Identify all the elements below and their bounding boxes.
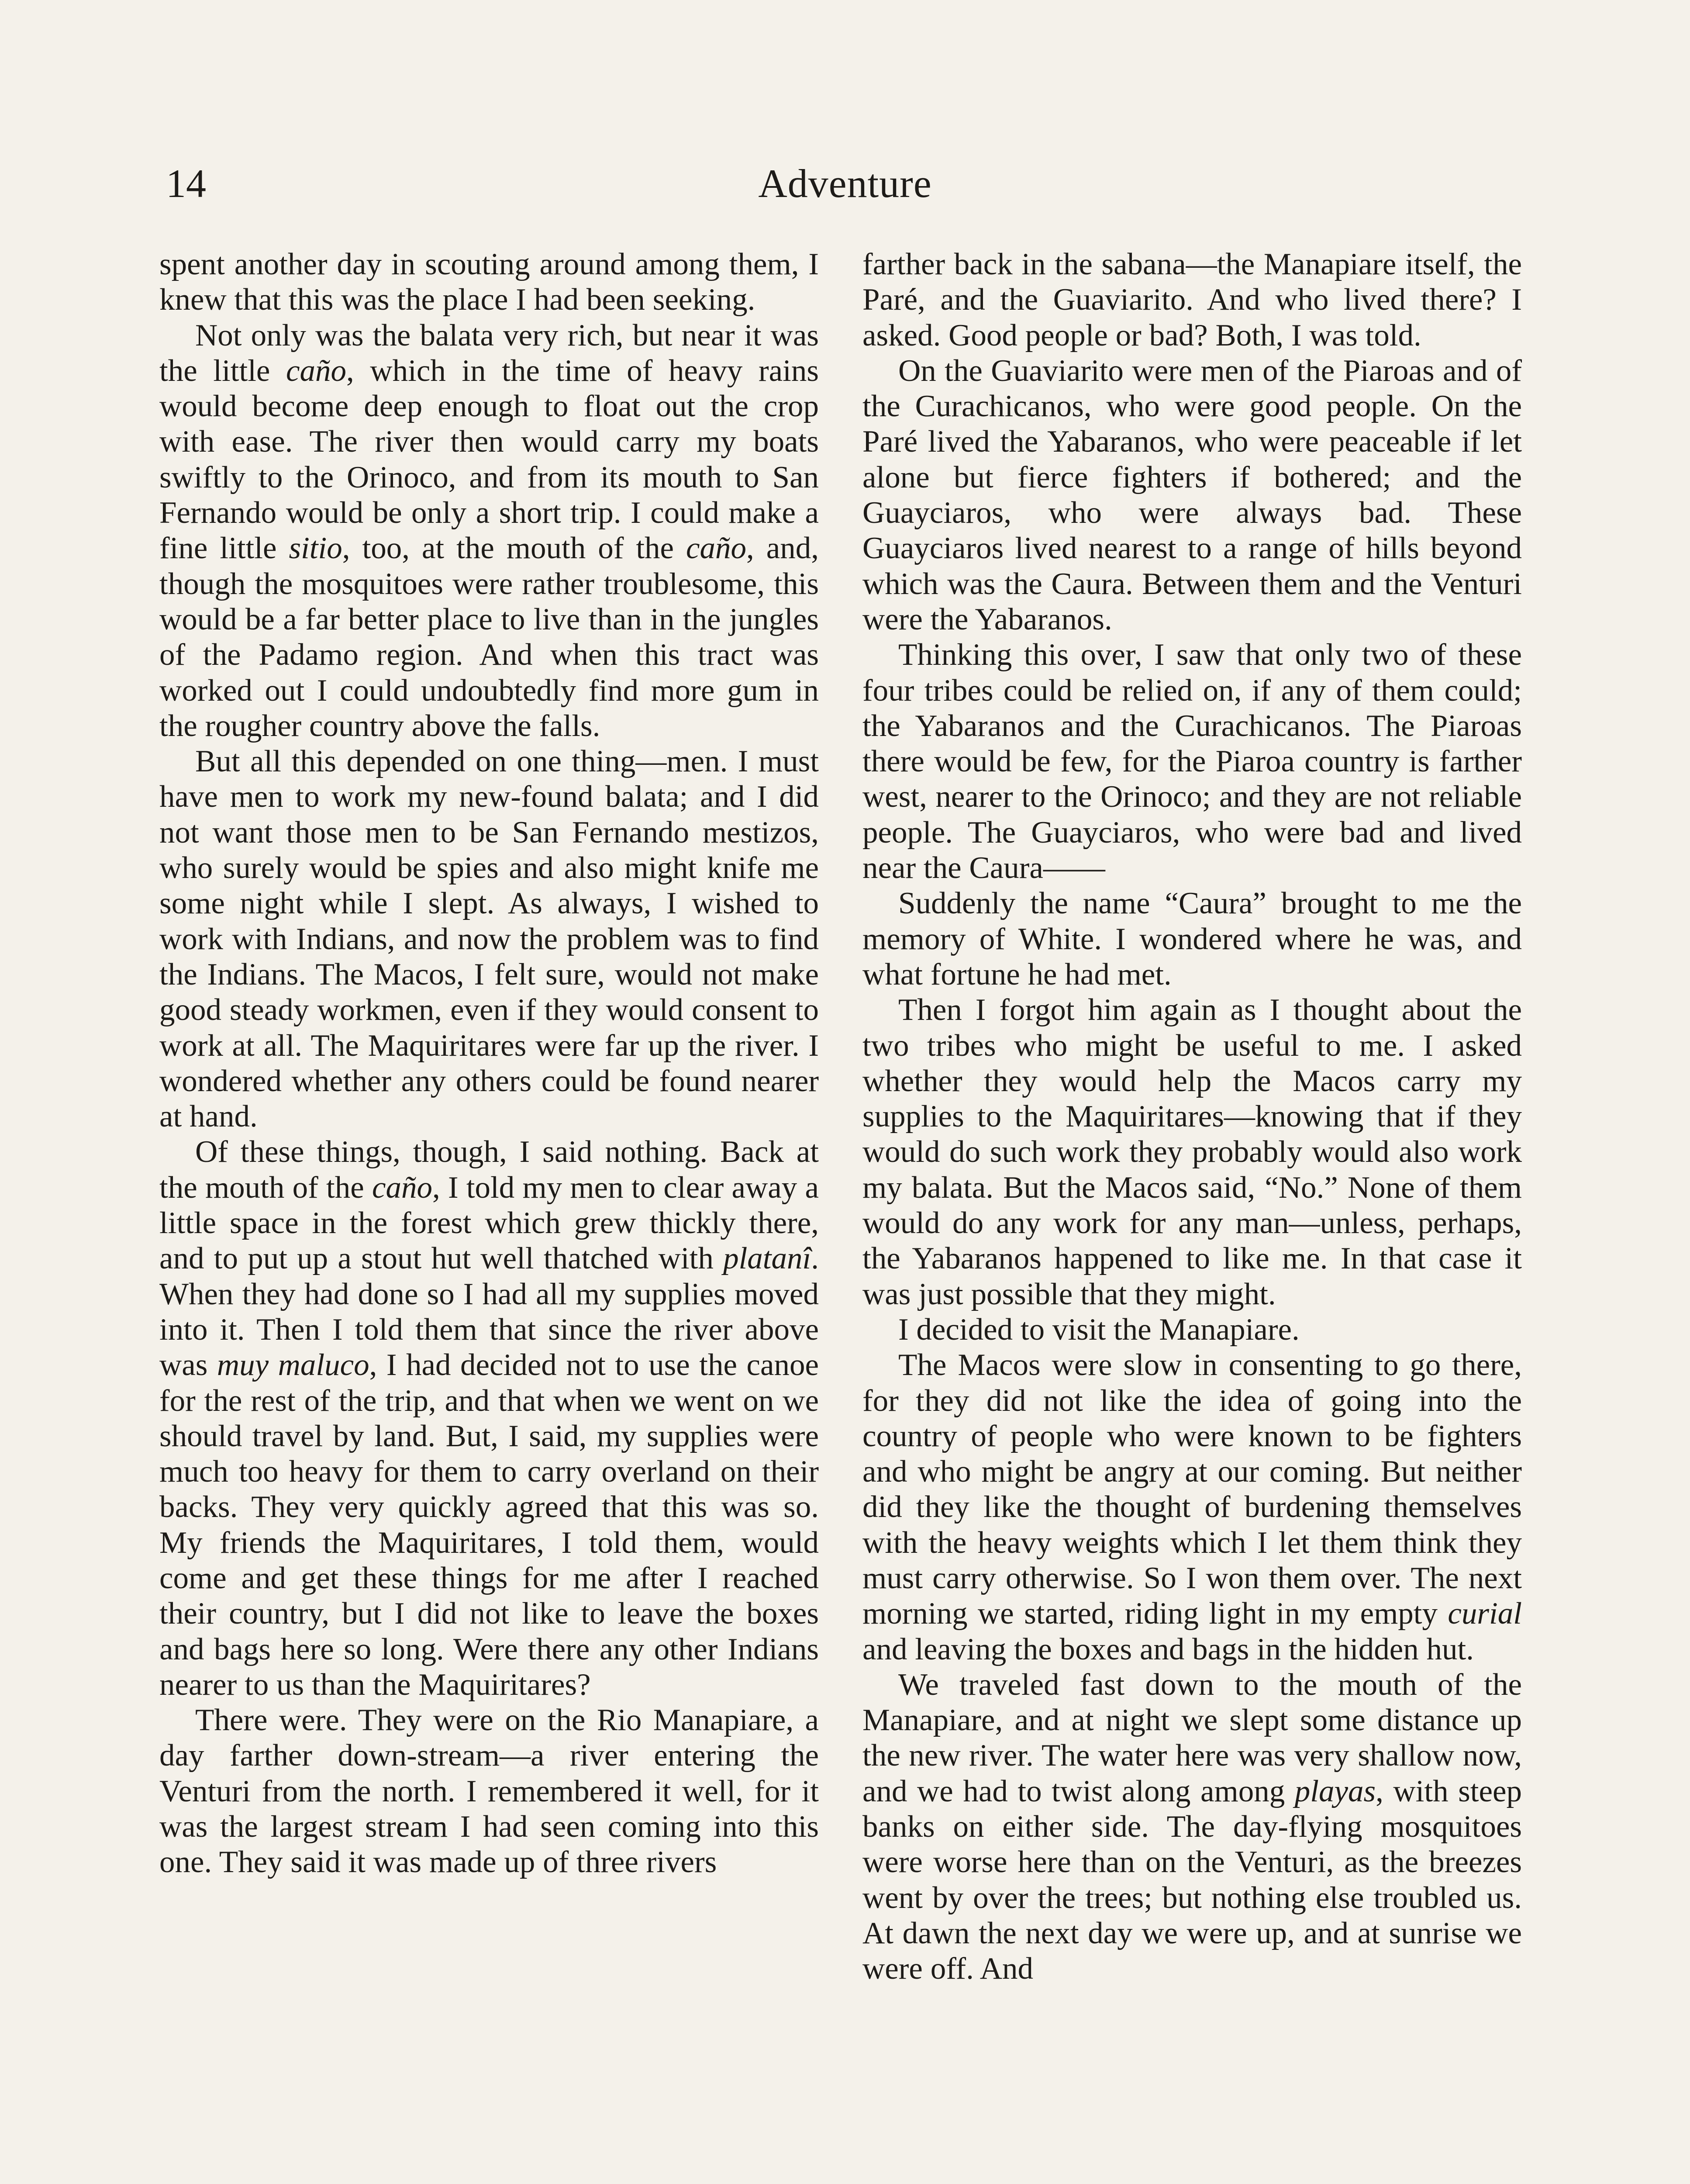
- paragraph-text: , which in the time of heavy rains would become deep enough to float out the crop with ease. The river then would carry my boats swiftly to the Orinoco, and from its mouth to San Fernando would be only a short trip. I could make a fine little: [159, 353, 819, 566]
- paragraph: [862, 1667, 1522, 1987]
- paragraph-text: and leaving the boxes and bags in the hidden hut.: [862, 1632, 1474, 1666]
- paragraph: [159, 318, 819, 744]
- right-column: [862, 247, 1522, 1987]
- paragraph-text: Suddenly the name “Caura” brought to me the memory of White. I wondered where he was, and what fortune he had met.: [862, 886, 1522, 992]
- paragraph: [862, 992, 1522, 1312]
- paragraph: [159, 744, 819, 1134]
- paragraph-text: The Macos were slow in consenting to go there, for they did not like the idea of going into the country of people who were known to be fighters and who might be angry at our coming. But neither did they like the thought of burdening themselves with the heavy weights which I let them think they must carry otherwise. So I won them over. The next morning we started, riding light in my empty: [862, 1348, 1522, 1631]
- paragraph-text: But all this depended on one thing—men. I must have men to work my new-found balata; and I did not want those men to be San Fernando mestizos, who surely would be spies and also might knife me some night while I slept. As always, I wished to work with Indians, and now the problem was to find the Indians. The Macos, I felt sure, would not make good steady workmen, even if they would consent to work at all. The Maquiritares were far up the river. I wondered whether any others could be found nearer at hand.: [159, 744, 819, 1134]
- paragraph-text: farther back in the sabana—the Manapiare itself, the Paré, and the Guaviarito. And who lived there? I asked. Good people or bad? Both, I was told.: [862, 247, 1522, 352]
- paragraph-text: Not only was the balata very rich, but near it was the little: [159, 318, 819, 388]
- paragraph: [862, 637, 1522, 886]
- page-header: [166, 157, 1524, 210]
- paragraph: [862, 353, 1522, 637]
- paragraph: [159, 247, 819, 318]
- paragraph-text: Then I forgot him again as I thought about the two tribes who might be useful to me. I asked whether they would help the Macos carry my supplies to the Maquiritares—knowing that if they would do such work they probably would also work my balata. But the Macos said, “No.” None of them would do any work for any man—unless, perhaps, the Yabaranos happened to like me. In that case it was just possible that they might.: [862, 993, 1522, 1311]
- italic-term: platanî: [723, 1241, 811, 1276]
- paragraph-text: Of these things, though, I said nothing. Back at the mouth of the: [159, 1135, 819, 1205]
- running-title: Adventure: [758, 161, 932, 206]
- paragraph-text: There were. They were on the Rio Manapiare, a day farther down-stream—a river entering the Venturi from the north. I remembered it well, for it was the largest stream I had seen coming into this one. They said it was made up of three rivers: [159, 1703, 819, 1880]
- paragraph: [159, 1703, 819, 1880]
- paragraph: [862, 247, 1522, 353]
- italic-term: sitio: [289, 531, 342, 566]
- paragraph: [862, 1348, 1522, 1667]
- paragraph-text: I decided to visit the Manapiare.: [898, 1312, 1300, 1347]
- paragraph-text: , and, though the mosquitoes were rather troublesome, this would be a far better place to live than in the jungles of the Padamo region. And when this tract was worked out I could undoubtedly find more gum in the rougher country above the falls.: [159, 531, 819, 743]
- paragraph-text: On the Guaviarito were men of the Piaroas and of the Curachicanos, who were good people. On the Paré lived the Yabaranos, who were peaceable if let alone but fierce fighters if bothered; and the Guayciaros, who were always bad. These Guayciaros lived nearest to a range of hills beyond which was the Caura. Between them and the Venturi were the Yabaranos.: [862, 353, 1522, 636]
- page-number: 14: [166, 161, 206, 206]
- italic-term: curial: [1448, 1597, 1522, 1631]
- paragraph-text: spent another day in scouting around among them, I knew that this was the place I had been seeking.: [159, 247, 819, 317]
- paragraph-text: , with steep banks on either side. The day-flying mosquitoes were worse here than on the Venturi, as the breezes went by over the trees; but nothing else troubled us. At dawn the next day we were up, and at sunrise we were off. And: [862, 1774, 1522, 1986]
- paragraph-text: , too, at the mouth of the: [342, 531, 686, 566]
- paragraph: [862, 886, 1522, 992]
- paragraph-text: , I had decided not to use the canoe for the rest of the trip, and that when we went on we should travel by land. But, I said, my supplies were much too heavy for them to carry overland on their backs. They very quickly agreed that this was so. My friends the Maquiritares, I told them, would come and get these things for me after I reached their country, but I did not like to leave the boxes and bags here so long. Were there any other Indians nearer to us than the Maquiritares?: [159, 1348, 819, 1702]
- paragraph: [159, 1134, 819, 1703]
- paragraph: [862, 1312, 1522, 1348]
- italic-term: caño: [372, 1170, 432, 1205]
- paragraph-text: , I told my men to clear away a little space in the forest which grew thickly there, and to put up a stout hut well thatched with: [159, 1170, 819, 1276]
- paragraph-text: We traveled fast down to the mouth of the Manapiare, and at night we slept some distance up the new river. The water here was very shallow now, and we had to twist along among: [862, 1667, 1522, 1808]
- italic-term: caño: [686, 531, 747, 566]
- left-column: [159, 247, 819, 1880]
- italic-term: playas: [1294, 1774, 1376, 1808]
- italic-term: caño: [286, 353, 347, 388]
- paragraph-text: . When they had done so I had all my supplies moved into it. Then I told them that since the river above was: [159, 1241, 819, 1382]
- paragraph-text: Thinking this over, I saw that only two of these four tribes could be relied on, if any of them could; the Yabaranos and the Curachicanos. The Piaroas there would be few, for the Piaroa country is farther west, nearer to the Orinoco; and they are not reliable people. The Guayciaros, who were bad and lived near the Caura——: [862, 638, 1522, 885]
- italic-term: muy maluco: [217, 1348, 369, 1382]
